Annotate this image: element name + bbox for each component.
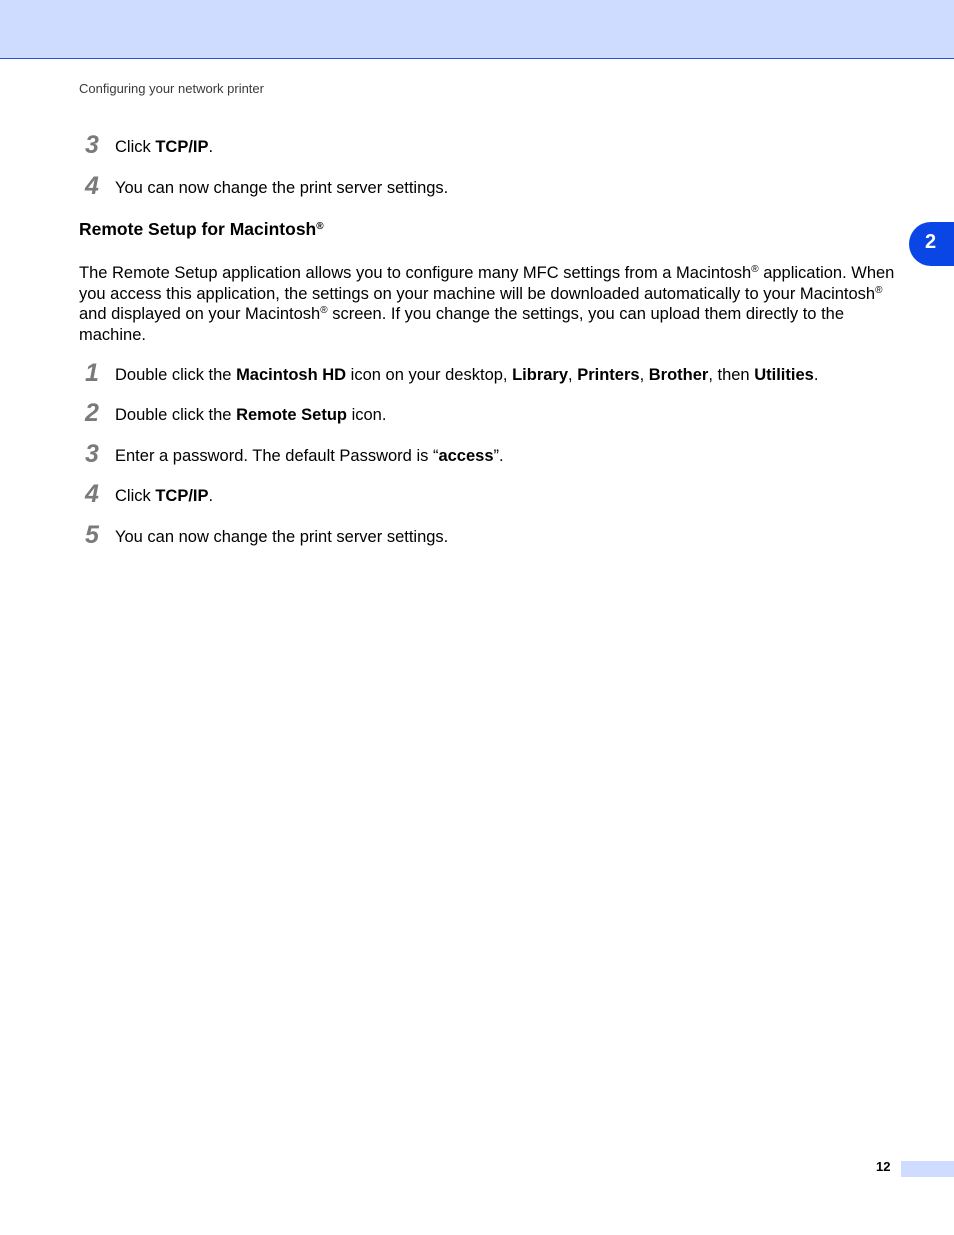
footer-bar (901, 1161, 954, 1177)
running-header: Configuring your network printer (79, 81, 264, 96)
step-number: 1 (85, 359, 99, 387)
step-text: You can now change the print server settings. (115, 528, 449, 546)
step-text: Click TCP/IP. (115, 138, 214, 156)
step-number: 3 (85, 131, 99, 159)
chapter-number: 2 (925, 231, 937, 253)
section-title: Remote Setup for Macintosh® (79, 219, 324, 239)
step-text: You can now change the print server settings. (115, 179, 449, 197)
step-number: 2 (85, 399, 99, 427)
step-number: 4 (85, 172, 99, 200)
step-text: Double click the Macintosh HD icon on your desktop, Library, Printers, Brother, then Utilities. (115, 366, 819, 384)
step-number: 4 (85, 480, 99, 508)
step-text: Click TCP/IP. (115, 487, 214, 505)
step-number: 3 (85, 440, 99, 468)
chapter-tab (909, 222, 954, 266)
step-number: 5 (85, 521, 99, 549)
step-text: Double click the Remote Setup icon. (115, 406, 387, 424)
header-band (0, 0, 954, 59)
step-text: Enter a password. The default Password is “access”. (115, 447, 504, 465)
page-number: 12 (876, 1159, 891, 1174)
intro-paragraph: The Remote Setup application allows you to configure many MFC settings from a Macintosh® application. When you access this application, the settings on your machine will be downloaded automatically to your Macintosh® and displayed on your Macintosh® screen. If you change the settings, you can upload them directly to the machine. (79, 264, 895, 344)
